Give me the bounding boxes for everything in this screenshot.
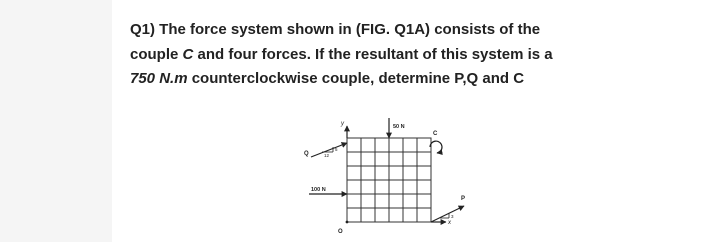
couple-c-label: C bbox=[433, 131, 438, 137]
origin bbox=[338, 221, 348, 235]
force-50n-arrow bbox=[389, 118, 405, 138]
question-line-2-post: and four forces. If the resultant of this system is a bbox=[193, 45, 553, 63]
y-axis bbox=[340, 121, 347, 138]
slope-p-run: 4 bbox=[441, 220, 444, 225]
slope-q-rise: 5 bbox=[335, 147, 338, 152]
x-axis-label: x bbox=[448, 220, 451, 226]
couple-variable: C bbox=[182, 45, 194, 63]
question-line-3-post: counterclockwise couple, determine P,Q and C bbox=[187, 70, 525, 87]
question-line-1: Q1) The force system shown in (FIG. Q1A) consists of the bbox=[130, 21, 541, 38]
force-p-label: P bbox=[461, 196, 466, 202]
couple-c bbox=[430, 131, 442, 153]
slope-q-run: 12 bbox=[324, 153, 330, 158]
grid bbox=[347, 138, 431, 222]
force-100n-arrow bbox=[309, 187, 347, 194]
y-axis-label: y bbox=[341, 121, 344, 127]
question-line-2-pre: couple bbox=[130, 45, 183, 63]
resultant-moment-value: 750 N.m bbox=[130, 70, 188, 87]
force-q-label: Q bbox=[304, 151, 309, 157]
slope-p-rise: 3 bbox=[451, 214, 454, 219]
force-100n-label: 100 N bbox=[311, 187, 326, 193]
force-50n-label: 50 N bbox=[393, 124, 405, 130]
origin-label: O bbox=[338, 229, 343, 235]
force-q-arrow bbox=[304, 143, 347, 158]
